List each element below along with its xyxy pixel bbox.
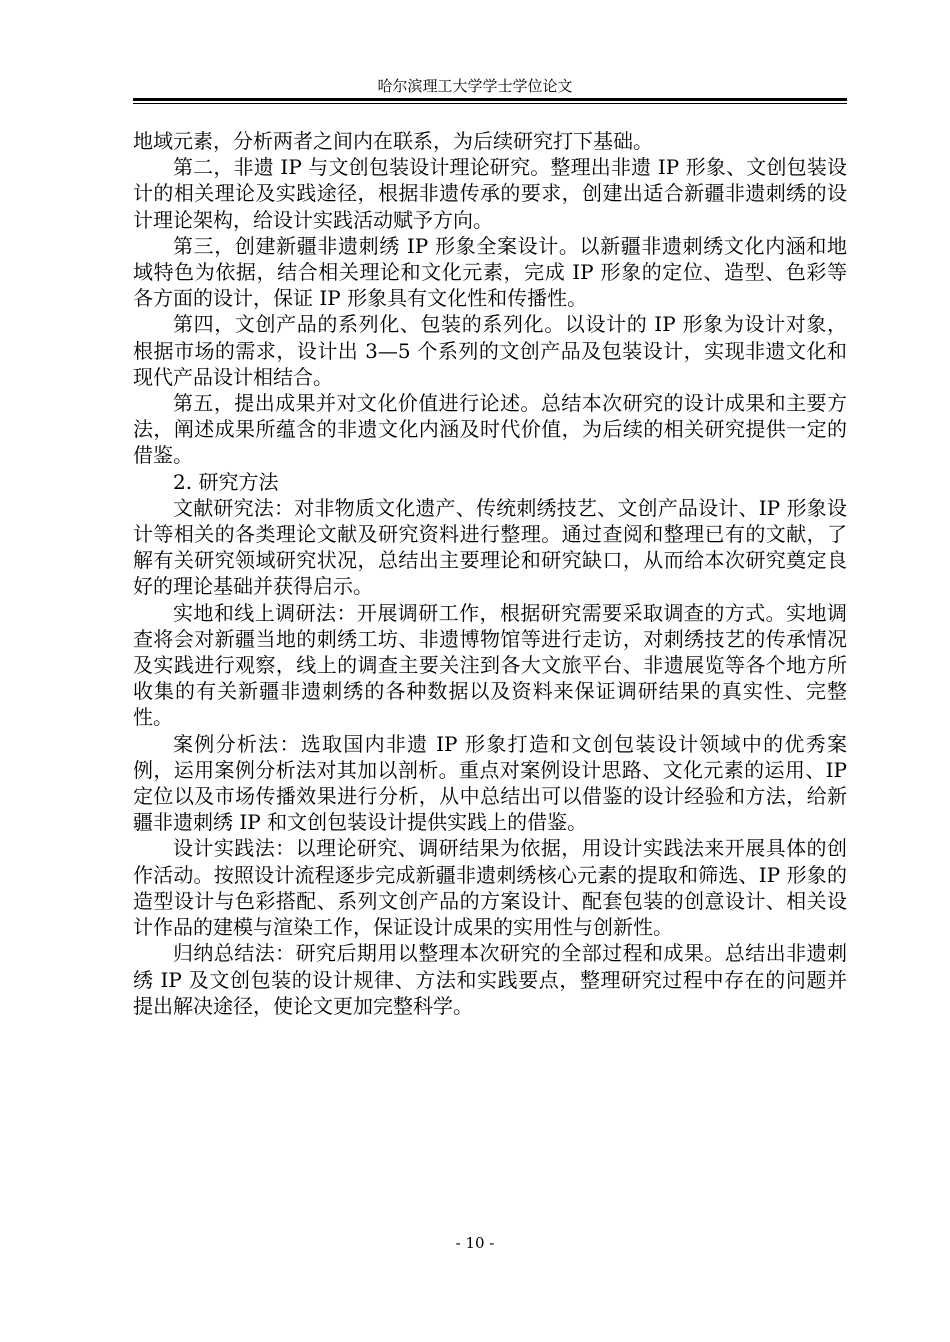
paragraph-design-practice-method: 设计实践法：以理论研究、调研结果为依据，用设计实践法来开展具体的创作活动。按照设计流程逐步完成新疆非遗刺绣核心元素的提取和筛选、IP 形象的造型设计与色彩搭配、系列文创产品的方案设计、配套包装的创意设计、相关设计作品的建模与渲染工作，保证设计成果的实用性与创新性。 xyxy=(133,836,847,940)
paragraph-fifth: 第五，提出成果并对文化价值进行论述。总结本次研究的设计成果和主要方法，阐述成果所蕴含的非遗文化内涵及时代价值，为后续的相关研究提供一定的借鉴。 xyxy=(133,391,847,468)
paragraph-case-analysis-method: 案例分析法：选取国内非遗 IP 形象打造和文创包装设计领域中的优秀案例，运用案例分析法对其加以剖析。重点对案例设计思路、文化元素的运用、IP 定位以及市场传播效果进行分析，从中总结出可以借鉴的设计经验和方法，给新疆非遗刺绣 IP 和文创包装设计提供实践上的借鉴。 xyxy=(133,731,847,835)
header-rule-thick xyxy=(133,98,847,101)
header-rule-thin xyxy=(133,103,847,104)
paragraph-summary-method: 归纳总结法：研究后期用以整理本次研究的全部过程和成果。总结出非遗刺绣 IP 及文创包装的设计规律、方法和实践要点，整理研究过程中存在的问题并提出解决途径，使论文更加完整科学。 xyxy=(133,941,847,1018)
paragraph-field-survey-method: 实地和线上调研法：开展调研工作，根据研究需要采取调查的方式。实地调查将会对新疆当地的刺绣工坊、非遗博物馆等进行走访，对刺绣技艺的传承情况及实践进行观察，线上的调查主要关注到各大文旅平台、非遗展览等各个地方所收集的有关新疆非遗刺绣的各种数据以及资料来保证调研结果的真实性、完整性。 xyxy=(133,600,847,730)
paragraph-second: 第二，非遗 IP 与文创包装设计理论研究。整理出非遗 IP 形象、文创包装设计的相关理论及实践途径，根据非遗传承的要求，创建出适合新疆非遗刺绣的设计理论架构，给设计实践活动赋予方向。 xyxy=(133,155,847,232)
paragraph-third: 第三，创建新疆非遗刺绣 IP 形象全案设计。以新疆非遗刺绣文化内涵和地域特色为依据，结合相关理论和文化元素，完成 IP 形象的定位、造型、色彩等各方面的设计，保证 IP 形象具有文化性和传播性。 xyxy=(133,233,847,311)
header-title: 哈尔滨理工大学学士学位论文 xyxy=(377,77,573,95)
body-text xyxy=(133,128,847,1019)
paragraph-fourth: 第四，文创产品的系列化、包装的系列化。以设计的 IP 形象为设计对象，根据市场的需求，设计出 3—5 个系列的文创产品及包装设计，实现非遗文化和现代产品设计相结合。 xyxy=(133,312,847,389)
page-number: - 10 - xyxy=(455,1234,495,1252)
paragraph-literature-method: 文献研究法：对非物质文化遗产、传统刺绣技艺、文创产品设计、IP 形象设计等相关的各类理论文献及研究资料进行整理。通过查阅和整理已有的文献，了解有关研究领域研究状况，总结出主要理论和研究缺口，从而给本次研究奠定良好的理论基础并获得启示。 xyxy=(133,495,847,599)
paragraph-continuation: 地域元素，分析两者之间内在联系，为后续研究打下基础。 xyxy=(133,129,653,153)
section-heading-research-methods: 2. 研究方法 xyxy=(173,469,279,494)
